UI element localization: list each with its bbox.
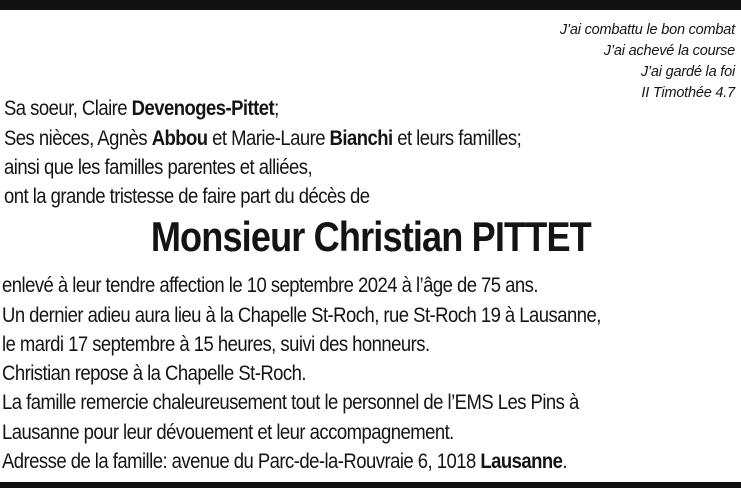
detail-line-thanks-1: La famille remercie chaleureusement tout le personnel de l’EMS Les Pins à [2, 391, 579, 414]
address-city: Lausanne [480, 450, 563, 473]
verse-line-2: J’ai achevé la course [603, 43, 735, 59]
niece-surname-1: Abbou [151, 127, 208, 150]
family-line-nieces: Ses nièces, Agnès Abbou et Marie-Laure Bianchi et leurs familles; [4, 127, 522, 150]
detail-line-rest: Christian repose à la Chapelle St-Roch. [2, 362, 307, 385]
deceased-name: Monsieur Christian PITTET [150, 213, 591, 260]
verse-reference: II Timothée 4.7 [641, 85, 735, 101]
detail-line-address: Adresse de la famille: avenue du Parc-de-la-Rouvraie 6, 1018 Lausanne. [2, 450, 568, 473]
bottom-border [0, 482, 741, 488]
bible-verse [560, 20, 735, 104]
detail-line-death: enlevé à leur tendre affection le 10 septembre 2024 à l’âge de 75 ans. [2, 274, 538, 297]
verse-line-3: J’ai gardé la foi [640, 64, 735, 80]
family-line-relatives: ainsi que les familles parentes et alliées, [4, 156, 313, 179]
niece-surname-2: Bianchi [329, 127, 393, 150]
top-border [0, 0, 741, 10]
detail-line-ceremony: Un dernier adieu aura lieu à la Chapelle St-Roch, rue St-Roch 19 à Lausanne, [2, 304, 601, 327]
detail-line-date: le mardi 17 septembre à 15 heures, suivi des honneurs. [2, 333, 430, 356]
verse-line-1: J’ai combattu le bon combat [559, 22, 735, 38]
detail-line-thanks-2: Lausanne pour leur dévouement et leur accompagnement. [2, 421, 454, 444]
family-line-sister: Sa soeur, Claire Devenoges-Pittet; [4, 97, 279, 120]
family-line-announcement: ont la grande tristesse de faire part du décès de [4, 185, 370, 208]
sister-surname: Devenoges-Pittet [131, 97, 275, 120]
